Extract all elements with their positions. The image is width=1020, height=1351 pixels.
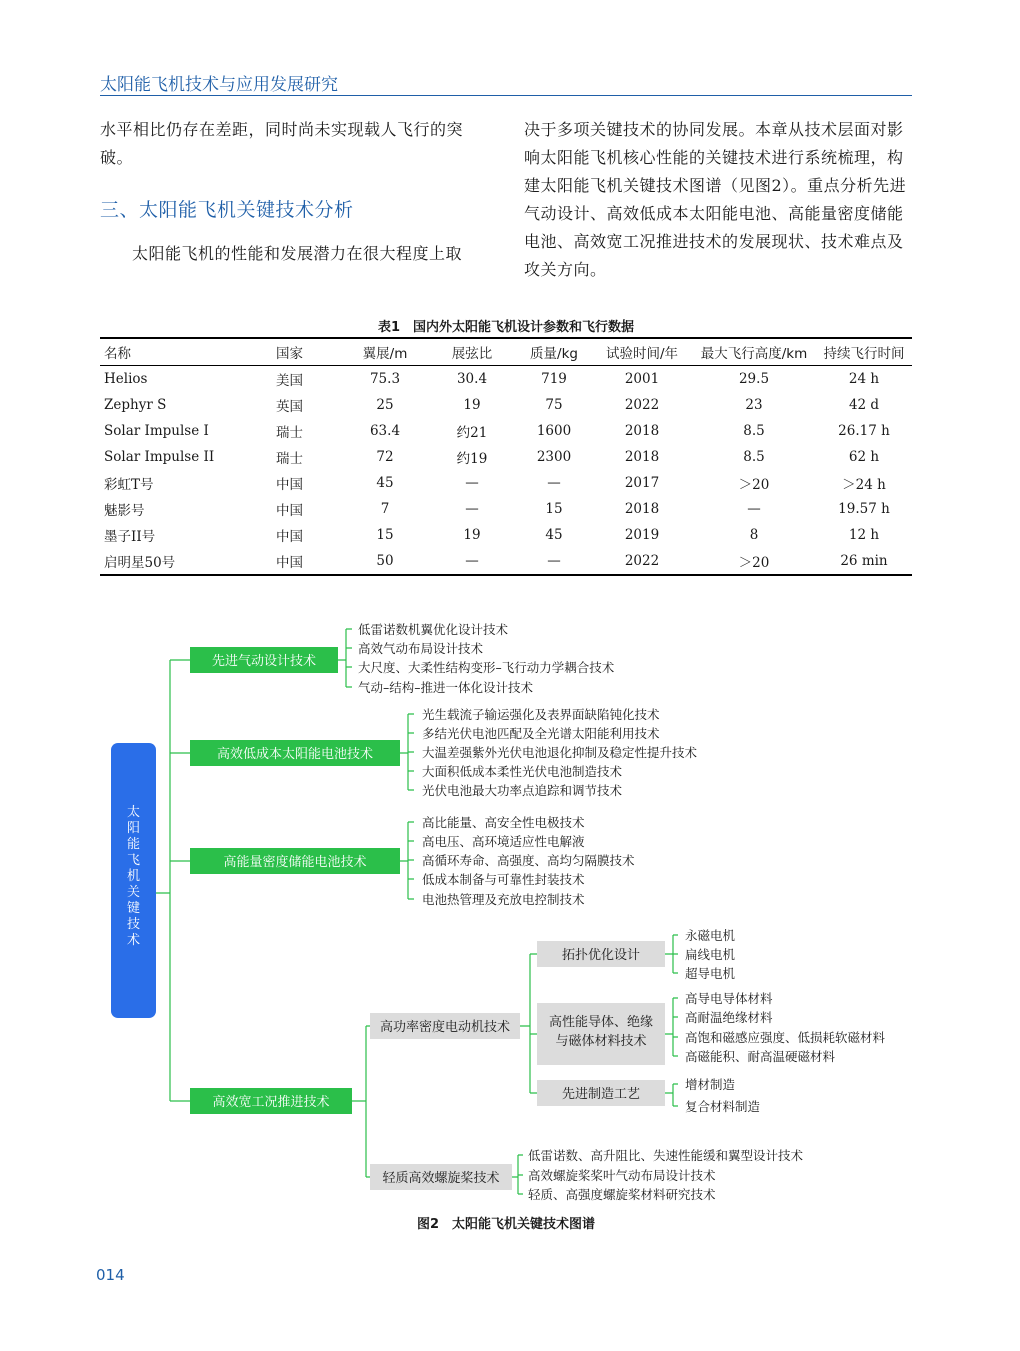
left-paragraph-2: 太阳能飞机的性能和发展潜力在很大程度上取 [132,244,463,263]
table-cell: 26.17 h [838,423,890,439]
running-header: 太阳能飞机技术与应用发展研究 [100,75,338,95]
materials-item: 高耐温绝缘材料 [685,1010,773,1025]
branch-battery-label: 高能量密度储能电池技术 [223,855,367,870]
table-cell: — [516,548,592,575]
table-cell: 19 [463,527,481,543]
table-cell: 美国 [276,373,303,389]
col-header-wingspan: 翼展/m [342,338,428,366]
table-cell: 15 [376,527,394,543]
table-cell: 15 [545,501,563,517]
branch-solar-lines [400,714,414,790]
table-row [100,392,912,418]
table-cell: 30.4 [456,371,488,387]
table-cell: 7 [380,501,390,517]
table-row [100,548,912,575]
table-cell: — [465,501,479,517]
table-cell: 62 h [848,449,880,465]
left-paragraph-1: 水平相比仍存在差距，同时尚未实现载人飞行的突破。 [100,120,464,167]
table-cell: 启明星50号 [100,548,276,575]
propeller-item: 高效螺旋桨桨叶气动布局设计技术 [528,1168,716,1183]
battery-item: 高循环寿命、高强度、高均匀隔膜技术 [422,853,635,868]
table-cell: — [428,548,516,575]
table-cell: 约21 [456,425,488,441]
table-cell: 约19 [456,451,488,467]
root-label-char: 机 [126,869,141,884]
topology-item: 扁线电机 [685,947,736,962]
aero-item: 高效气动布局设计技术 [358,641,484,656]
table-cell: 墨子II号 [104,529,156,545]
table-cell: 19.57 h [838,501,890,517]
col-header-test-year: 试验时间/年 [592,338,692,366]
main-trunk-line [156,660,190,1101]
table-cell: 中国 [276,477,303,493]
table-row [100,366,912,393]
table-cell: 瑞士 [276,451,303,467]
table-cell: 2001 [624,371,660,387]
section-title: 三、太阳能飞机关键技术分析 [100,199,354,221]
table-cell: 2300 [536,449,572,465]
propeller-lines [512,1155,523,1194]
col-header-endurance: 持续飞行时间 [816,338,912,366]
table-cell: 2018 [624,449,660,465]
root-label-char: 技 [126,917,141,932]
motor-label: 高功率密度电动机技术 [379,1020,511,1035]
solar-item: 大面积低成本柔性光伏电池制造技术 [422,764,623,779]
topology-item: 超导电机 [685,966,736,981]
table-cell: Zephyr S [104,397,167,413]
aero-item: 低雷诺数机翼优化设计技术 [358,622,509,637]
table-cell: 1600 [536,423,572,439]
table-cell: 45 [545,527,563,543]
battery-item: 高比能量、高安全性电极技术 [422,815,585,830]
table-cell: 8 [749,527,759,543]
branch-aero-label: 先进气动设计技术 [211,654,317,669]
materials-item: 高磁能积、耐高温硬磁材料 [685,1049,836,1064]
left-column [100,116,490,268]
table-cell: 75 [545,397,563,413]
table-body [100,366,912,576]
battery-item: 高电压、高环境适应性电解液 [422,834,585,849]
materials-item: 高导电导体材料 [685,991,773,1006]
solar-item: 大温差强紫外光伏电池退化抑制及稳定性提升技术 [422,745,698,760]
root-label [127,804,140,948]
table-cell: 42 d [848,397,880,413]
battery-item: 电池热管理及充放电控制技术 [422,892,585,907]
table-row [100,470,912,496]
table-cell: — [465,475,479,491]
table-row [100,418,912,444]
table-cell: 12 h [848,527,880,543]
table-cell: 72 [376,449,394,465]
solar-item: 多结光伏电池匹配及全光谱太阳能利用技术 [422,726,660,741]
col-header-country: 国家 [276,338,342,366]
topology-item: 永磁电机 [685,928,736,943]
table-cell: 中国 [276,548,342,575]
page-number: 014 [96,1266,125,1284]
manufacturing-lines [665,1084,678,1106]
table-cell: 50 [342,548,428,575]
aero-item: 气动–结构–推进一体化设计技术 [358,680,534,695]
table-cell: ＞20 [738,477,770,493]
table-cell: 英国 [276,399,303,415]
branch-battery-lines [400,822,414,899]
table-cell: 2018 [624,423,660,439]
root-label-char: 术 [126,933,141,948]
branch-propulsion-lines [352,1026,370,1177]
figure-caption: 图2 太阳能飞机关键技术图谱 [416,1217,596,1232]
battery-item: 低成本制备与可靠性封装技术 [422,872,585,887]
table-row [100,444,912,470]
table-cell: 中国 [276,503,303,519]
table-cell: 2022 [592,548,692,575]
header-rule [100,95,912,96]
table-cell: — [547,475,561,491]
table-cell: 8.5 [743,449,765,465]
data-table [100,337,912,576]
right-paragraph-1: 决于多项关键技术的协同发展。本章从技术层面对影响太阳能飞机核心性能的关键技术进行系统梳理，构建太阳能飞机关键技术图谱（见图2）。重点分析先进气动设计、高效低成本太阳能电池、高能量密度储能电池、高效宽工况推进技术的发展现状、技术难点及攻关方向。 [524,120,907,279]
table-cell: Solar Impulse I [104,423,209,439]
table-cell: Helios [104,371,148,387]
propeller-label: 轻质高效螺旋桨技术 [382,1171,500,1186]
manufacturing-item: 增材制造 [685,1077,736,1092]
table-cell: 45 [376,475,394,491]
table-cell: 29.5 [738,371,770,387]
right-column [524,116,914,284]
table-cell: 23 [745,397,763,413]
manufacturing-item: 复合材料制造 [685,1099,761,1114]
materials-item: 高饱和磁感应强度、低损耗软磁材料 [685,1030,886,1045]
solar-item: 光生载流子输运强化及表界面缺陷钝化技术 [422,707,660,722]
solar-item: 光伏电池最大功率点追踪和调节技术 [422,783,623,798]
root-label-char: 能 [126,837,141,852]
materials-label-line2: 与磁体材料技术 [555,1034,647,1049]
table-cell: 彩虹T号 [104,477,154,493]
table-cell: 2022 [624,397,660,413]
table-cell: 26 min [816,548,912,575]
table-cell: 719 [541,371,567,387]
col-header-name: 名称 [100,338,276,366]
table-cell: 75.3 [369,371,401,387]
table-cell: 63.4 [369,423,401,439]
manufacturing-label: 先进制造工艺 [561,1087,641,1102]
aero-item: 大尺度、大柔性结构变形–飞行动力学耦合技术 [358,660,615,675]
table-cell: 2018 [624,501,660,517]
table-cell: 19 [463,397,481,413]
root-label-char: 关 [126,885,141,900]
table-caption: 表1 国内外太阳能飞机设计参数和飞行数据 [377,320,635,335]
table-cell: Solar Impulse II [104,449,215,465]
table-header-row [100,338,912,366]
propeller-item: 轻质、高强度螺旋桨材料研究技术 [528,1187,716,1202]
tech-map-figure [0,600,1020,1210]
branch-aero-lines [338,629,352,687]
root-label-char: 阳 [126,821,141,836]
root-label-char: 键 [126,901,141,916]
topology-label: 拓扑优化设计 [561,948,641,963]
table-cell: — [747,501,761,517]
table-cell: 瑞士 [276,425,303,441]
table-cell: 24 h [848,371,880,387]
branch-propulsion-label: 高效宽工况推进技术 [212,1095,330,1110]
topology-lines [665,935,678,973]
col-header-mass: 质量/kg [516,338,592,366]
table-cell: 魅影号 [104,503,145,519]
table-row [100,522,912,548]
table-cell: 2017 [624,475,660,491]
root-label-char: 飞 [126,853,141,868]
table-cell: 8.5 [743,423,765,439]
motor-lines [520,954,537,1093]
table-cell: 25 [376,397,394,413]
table-cell: 2019 [624,527,660,543]
root-label-char: 太 [126,805,141,820]
col-header-max-altitude: 最大飞行高度/km [692,338,816,366]
propeller-item: 低雷诺数、高升阻比、失速性能缓和翼型设计技术 [528,1148,804,1163]
table-cell: 中国 [276,529,303,545]
table-row [100,496,912,522]
materials-label-line1: 高性能导体、绝缘 [548,1015,654,1030]
materials-lines [665,998,678,1056]
col-header-aspect-ratio: 展弦比 [428,338,516,366]
table-cell: ＞24 h [842,477,886,493]
branch-solar-label: 高效低成本太阳能电池技术 [216,747,374,762]
table-cell: ＞20 [692,548,816,575]
